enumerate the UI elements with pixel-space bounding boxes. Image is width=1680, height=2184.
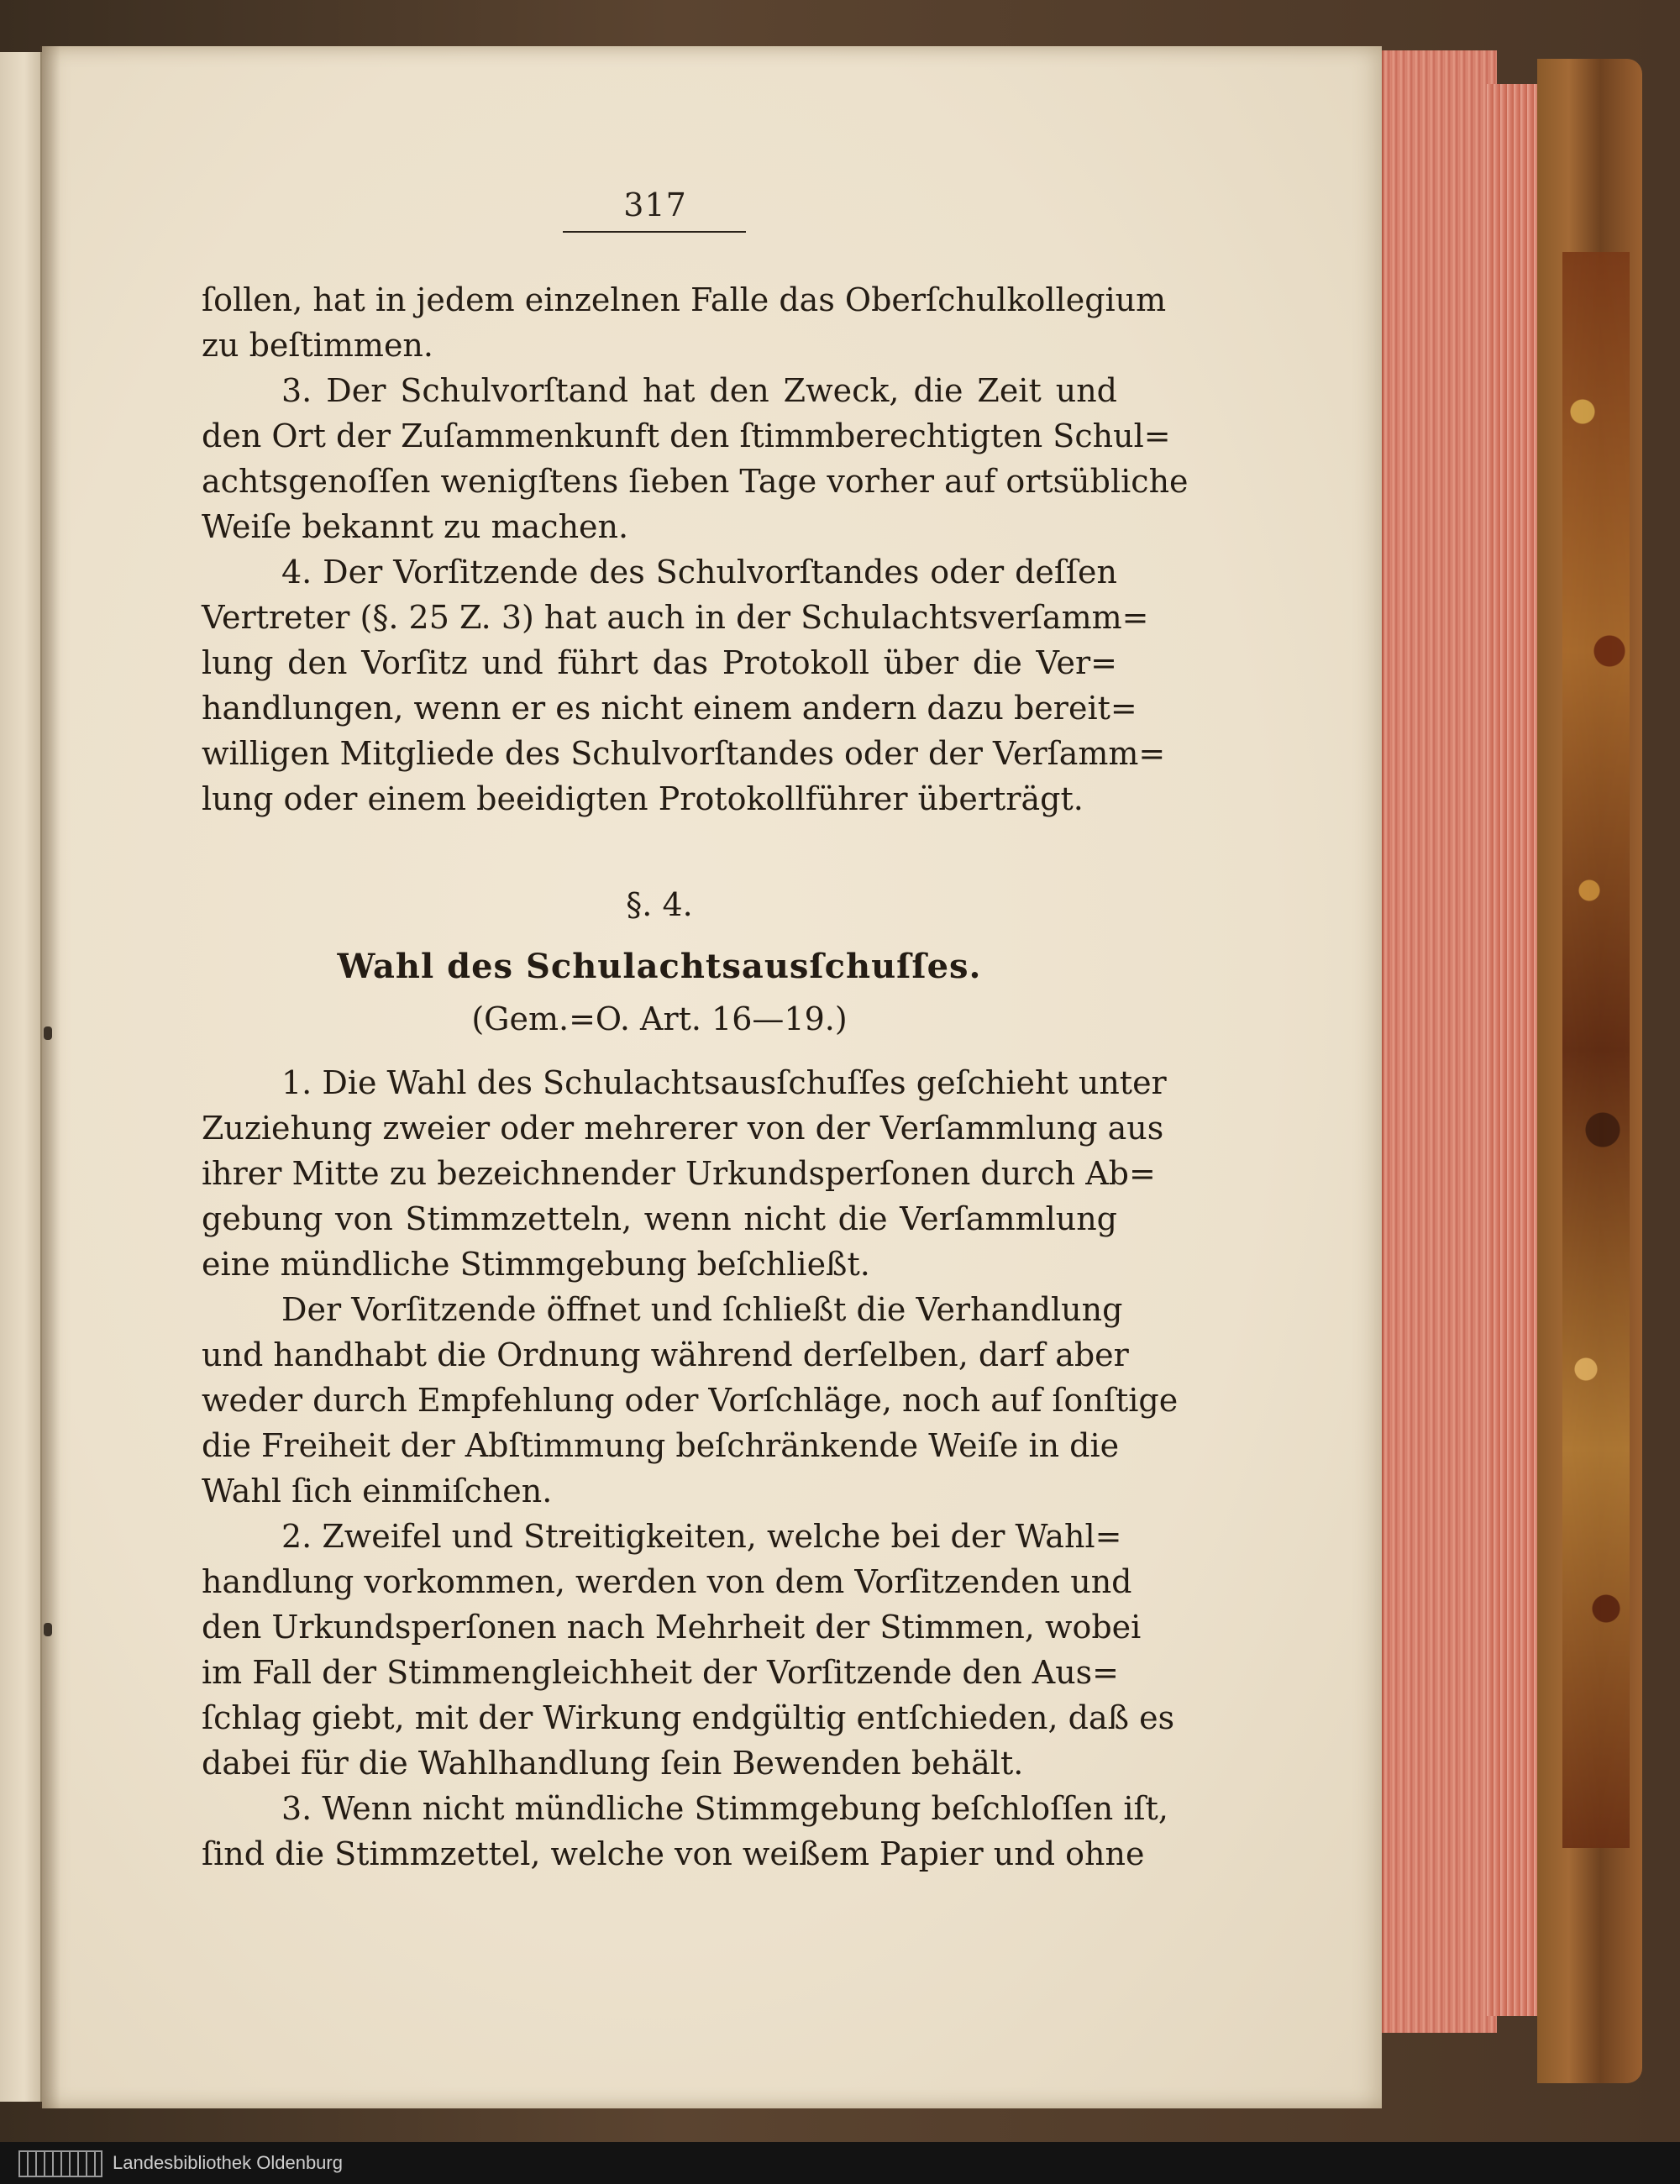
- section-number: §. 4.: [626, 886, 693, 923]
- text-line: und handhabt die Ordnung während derſelben, darf aber: [202, 1336, 1129, 1373]
- text-line: 3. Der Schulvorſtand hat den Zweck, die Zeit und: [281, 372, 1117, 409]
- text-line: willigen Mitgliede des Schulvorſtandes oder der Verſamm=: [202, 735, 1166, 772]
- section-title: Wahl des Schulachtsausſchuſſes.: [337, 947, 982, 986]
- header-rule: [563, 231, 746, 233]
- text-line: eine mündliche Stimmgebung beſchließt.: [202, 1246, 870, 1283]
- text-line: Wahl ſich einmiſchen.: [202, 1473, 553, 1509]
- text-line: 2. Zweifel und Streitigkeiten, welche bei der Wahl=: [281, 1518, 1122, 1555]
- library-building-icon: [18, 2150, 102, 2177]
- text-line: 3. Wenn nicht mündliche Stimmgebung beſchloſſen iſt,: [281, 1790, 1168, 1827]
- section-reference: (Gem.=O. Art. 16—19.): [471, 1000, 848, 1037]
- text-line: 4. Der Vorſitzende des Schulvorſtandes oder deſſen: [281, 554, 1117, 591]
- left-page-edge: [0, 52, 42, 2102]
- red-page-edges-inner: [1487, 84, 1537, 2016]
- text-line: lung den Vorſitz und führt das Protokoll über die Ver=: [202, 644, 1117, 681]
- text-line: Zuziehung zweier oder mehrerer von der Verſammlung aus: [202, 1110, 1164, 1147]
- text-line: ihrer Mitte zu bezeichnender Urkundsperſonen durch Ab=: [202, 1155, 1156, 1192]
- footer-label[interactable]: Landesbibliothek Oldenburg: [113, 2152, 343, 2173]
- gutter-shadow: [40, 46, 60, 2108]
- text-line: zu beſtimmen.: [202, 327, 433, 364]
- text-line: ſchlag giebt, mit der Wirkung endgültig entſchieden, daß es: [202, 1699, 1175, 1736]
- text-line: im Fall der Stimmengleichheit der Vorſitzende den Aus=: [202, 1654, 1120, 1691]
- text-line: weder durch Empfehlung oder Vorſchläge, noch auf ſonſtige: [202, 1382, 1179, 1419]
- text-line: die Freiheit der Abſtimmung beſchränkende Weiſe in die: [202, 1427, 1120, 1464]
- binding-clip: [44, 1623, 52, 1636]
- text-line: dabei für die Wahlhandlung ſein Bewenden behält.: [202, 1745, 1024, 1782]
- binding-clip: [44, 1026, 52, 1040]
- text-line: den Urkundsperſonen nach Mehrheit der Stimmen, wobei: [202, 1609, 1142, 1646]
- text-line: achtsgenoſſen wenigſtens ſieben Tage vorher auf ortsübliche: [202, 463, 1189, 500]
- text-line: handlung vorkommen, werden von dem Vorſitzenden und: [202, 1563, 1132, 1600]
- text-line: lung oder einem beeidigten Protokollführer überträgt.: [202, 780, 1084, 817]
- text-line: den Ort der Zuſammenkunft den ſtimmberechtigten Schul=: [202, 417, 1171, 454]
- text-line: ſollen, hat in jedem einzelnen Falle das Oberſchulkollegium: [202, 281, 1167, 318]
- page-number: 317: [623, 186, 687, 223]
- text-line: gebung von Stimmzetteln, wenn nicht die Verſammlung: [202, 1200, 1117, 1237]
- text-line: Der Vorſitzende öffnet und ſchließt die Verhandlung: [281, 1291, 1123, 1328]
- marbled-cover: [1562, 252, 1630, 1848]
- text-line: ſind die Stimmzettel, welche von weißem Papier und ohne: [202, 1835, 1145, 1872]
- text-line: Vertreter (§. 25 Z. 3) hat auch in der Schulachtsverſamm=: [202, 599, 1149, 636]
- text-line: Weiſe bekannt zu machen.: [202, 508, 629, 545]
- red-page-edges: [1382, 50, 1497, 2033]
- text-line: handlungen, wenn er es nicht einem andern dazu bereit=: [202, 690, 1137, 727]
- text-line: 1. Die Wahl des Schulachtsausſchuſſes geſchieht unter: [281, 1064, 1167, 1101]
